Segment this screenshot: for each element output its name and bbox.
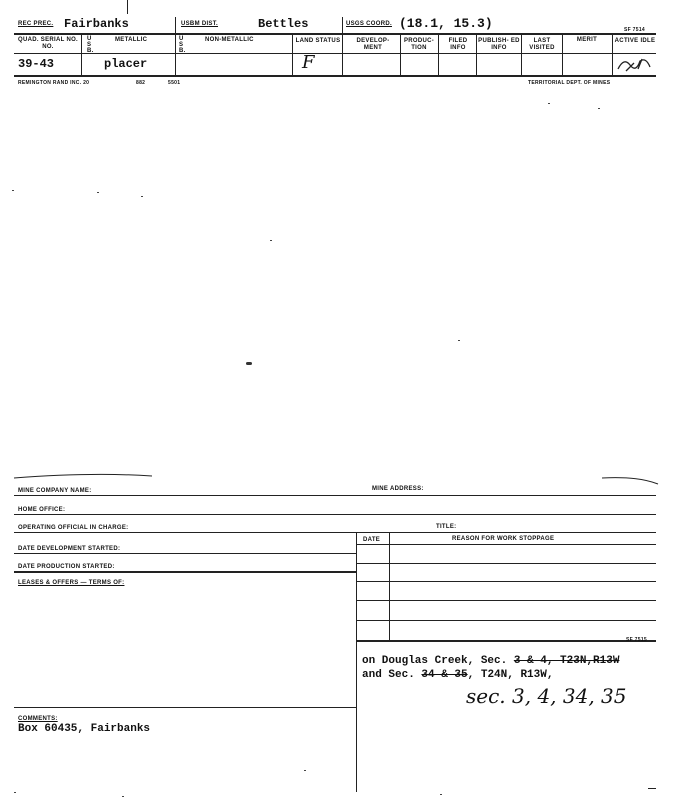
col-nm-us-mid: S <box>179 42 184 48</box>
col-non-metallic: NON-METALLIC <box>205 37 254 43</box>
column-header-rule <box>14 53 656 54</box>
speck <box>14 792 16 793</box>
speck <box>246 362 252 365</box>
mine-address-label: MINE ADDRESS: <box>372 486 424 492</box>
stoppage-bottom-rule <box>356 640 656 642</box>
reason-col-label: REASON FOR WORK STOPPAGE <box>452 536 555 542</box>
usgs-coord-value: (18.1, 15.3) <box>399 16 493 31</box>
col-divider-6 <box>438 33 439 75</box>
col-nm-us-bot: B. <box>179 48 186 54</box>
rec-prec-label: REC PREC. <box>18 21 54 27</box>
stoppage-row-1 <box>356 563 656 564</box>
printer-code1: 882 <box>136 80 146 86</box>
col-land-status: LAND STATUS <box>295 38 341 44</box>
corner-mark <box>648 788 656 789</box>
col-nm-us-top: U <box>179 36 184 42</box>
top-tick <box>127 0 128 14</box>
date-col-divider <box>389 532 390 640</box>
mine-company-label: MINE COMPANY NAME: <box>18 488 92 494</box>
col-merit: MERIT <box>576 37 598 43</box>
center-divider <box>356 532 357 792</box>
speck <box>548 103 550 104</box>
rule-home-office <box>14 514 656 515</box>
speck <box>270 240 272 241</box>
metallic-value: placer <box>104 57 148 71</box>
speck <box>12 190 14 191</box>
active-idle-mark <box>612 53 656 75</box>
col-us-bot: B. <box>87 48 94 54</box>
handwritten-sections: sec. 3, 4, 34, 35 <box>466 684 627 708</box>
usgs-coord-label: USGS COORD. <box>346 21 392 27</box>
col-published-info: PUBLISH- ED INFO <box>478 38 520 51</box>
comments-value: Box 60435, Fairbanks <box>18 723 151 735</box>
stoppage-row-4 <box>356 620 656 621</box>
speck <box>440 794 442 795</box>
operating-official-label: OPERATING OFFICIAL IN CHARGE: <box>18 525 129 531</box>
col-divider-4 <box>342 17 343 75</box>
col-us-mid: S <box>87 42 92 48</box>
rule-date-dev <box>14 553 356 554</box>
col-divider-1 <box>81 33 82 75</box>
col-divider-7 <box>476 33 477 75</box>
location-line-1-struck: 3 & 4, T23N,R13W <box>513 655 620 667</box>
stoppage-row-3 <box>356 600 656 601</box>
department-label: TERRITORIAL DEPT. OF MINES <box>528 80 611 86</box>
speck <box>97 192 99 193</box>
stoppage-row-2 <box>356 581 656 582</box>
col-divider-3 <box>292 33 293 75</box>
header-rule <box>14 33 656 35</box>
location-line-2-suffix: , T24N, R13W, <box>467 669 554 681</box>
col-divider-8 <box>521 33 522 75</box>
location-line-2-prefix: and Sec. <box>362 669 422 681</box>
location-line-2-struck: 34 & 35 <box>421 669 468 681</box>
title-label: TITLE: <box>436 524 457 530</box>
rec-prec-value: Fairbanks <box>64 17 129 31</box>
rule-official <box>14 532 656 533</box>
card-bottom-rule <box>14 75 656 77</box>
printer-label: REMINGTON RAND INC. 20 <box>18 80 90 86</box>
rule-above-comments <box>14 707 356 708</box>
land-status-value: F <box>302 52 315 73</box>
col-divider-5 <box>400 33 401 75</box>
col-quad-serial: QUAD. SERIAL NO. NO. <box>17 37 79 50</box>
col-active-idle: ACTIVE IDLE <box>614 38 656 44</box>
usbm-dist-label: USBM DIST. <box>181 21 219 27</box>
speck <box>458 340 460 341</box>
comments-label: COMMENTS: <box>18 716 58 722</box>
serial-value: 39-43 <box>18 57 55 71</box>
leases-label: LEASES & OFFERS — TERMS OF: <box>18 580 125 586</box>
rule-company <box>14 495 656 496</box>
col-production: PRODUC- TION <box>403 38 435 51</box>
col-divider-2 <box>175 17 176 75</box>
date-production-label: DATE PRODUCTION STARTED: <box>18 564 115 570</box>
col-last-visited: LAST VISITED <box>529 38 555 51</box>
col-us-top: U <box>87 36 92 42</box>
speck <box>122 796 124 797</box>
speck <box>304 770 306 771</box>
printer-code2: 5501 <box>168 80 181 86</box>
col-metallic: METALLIC <box>115 37 148 43</box>
col-development: DEVELOP- MENT <box>356 38 390 51</box>
home-office-label: HOME OFFICE: <box>18 507 66 513</box>
form-number: SF 7514 <box>624 27 646 33</box>
col-divider-9 <box>562 33 563 75</box>
location-line-2 <box>362 669 553 681</box>
usbm-dist-value: Bettles <box>258 17 309 31</box>
date-col-label: DATE <box>363 537 381 543</box>
stoppage-header-rule <box>356 544 656 545</box>
rule-date-prod <box>14 571 356 573</box>
card-edge-curve <box>12 466 662 492</box>
speck <box>141 196 143 197</box>
col-filed-info: FILED INFO <box>448 38 468 51</box>
speck <box>598 108 600 109</box>
location-line-1-prefix: on Douglas Creek, Sec. <box>362 655 514 667</box>
location-line-1 <box>362 655 619 667</box>
date-development-label: DATE DEVELOPMENT STARTED: <box>18 546 121 552</box>
form-number-2: SF 7515 <box>626 637 648 643</box>
